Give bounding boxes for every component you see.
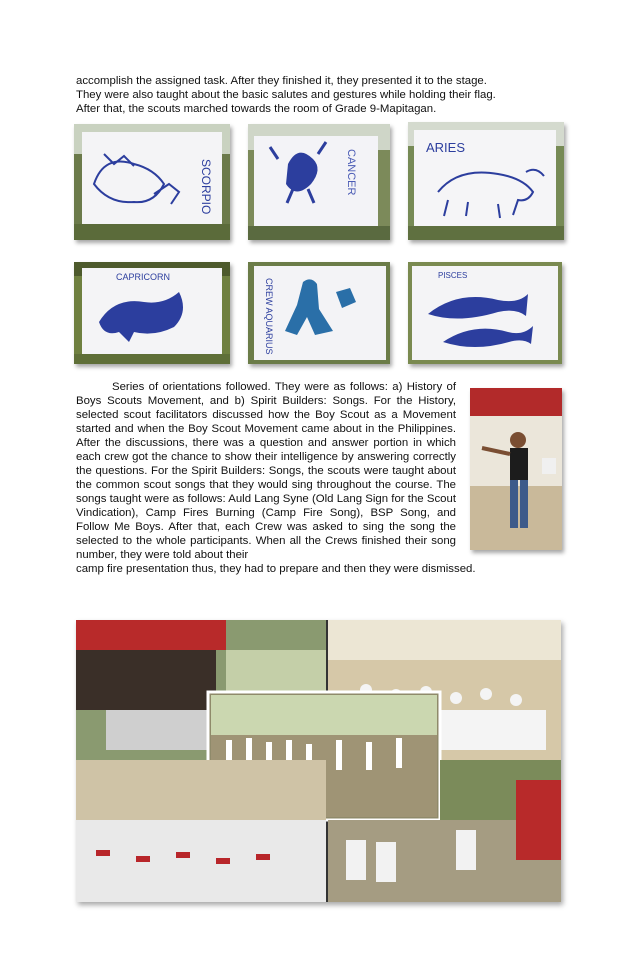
orientation-last-line: camp fire presentation thus, they had to prepare and then they were dismissed. — [76, 563, 476, 575]
banner-label-scorpio: SCORPIO — [199, 159, 213, 215]
banner-label-aquarius: CREW AQUARIUS — [264, 278, 274, 355]
banner-label-cancer: CANCER — [345, 149, 357, 196]
photo-aquarius-banner — [248, 262, 390, 364]
photo-cancer-banner — [248, 124, 390, 240]
banner-label-capricorn: CAPRICORN — [116, 272, 171, 282]
photo-capricorn-banner — [74, 262, 230, 364]
banner-label-pisces: PISCES — [438, 271, 468, 280]
banner-label-aries: ARIES — [426, 140, 466, 155]
photo-pisces-banner — [408, 262, 562, 364]
intro-line-1: accomplish the assigned task. After they finished it, they presented it to the stage. — [76, 75, 487, 87]
photo-aries-banner — [408, 122, 564, 240]
intro-line-2: They were also taught about the basic salutes and gestures while holding their flag. — [76, 89, 496, 101]
photo-scorpio-banner — [74, 124, 230, 240]
intro-paragraph — [76, 74, 566, 116]
photo-facilitator-speaking — [470, 388, 562, 550]
photo-collage — [76, 620, 561, 902]
orientation-paragraph: Series of orientations followed. They were as follows: a) History of Boys Scouts Movement, and b) Spirit Builders: Songs. For the History, selected scout facilitators discussed how the Boy Scout as a Movement started and when the Boy Scout Movement came about in the Philippines. After the discussions, there was a question and answer portion in which each crew got the chance to show their intelligence by answering correctly the questions. For the Spirit Builders: Songs, the scouts were taught about the common scout songs that they would sing throughout the course. The songs taught were as follows: Auld Lang Syne (Old Lang Sign for the Scout Vindication), Camp Fires Burning (Camp Fire Song), BSP Song, and Follow Me Boys. After that, each Crew was asked to sing the song the selected to the whole participants. When all the Crews finished their song number, they were told about their — [76, 381, 456, 561]
intro-line-3: After that, the scouts marched towards the room of Grade 9-Mapitagan. — [76, 103, 437, 115]
